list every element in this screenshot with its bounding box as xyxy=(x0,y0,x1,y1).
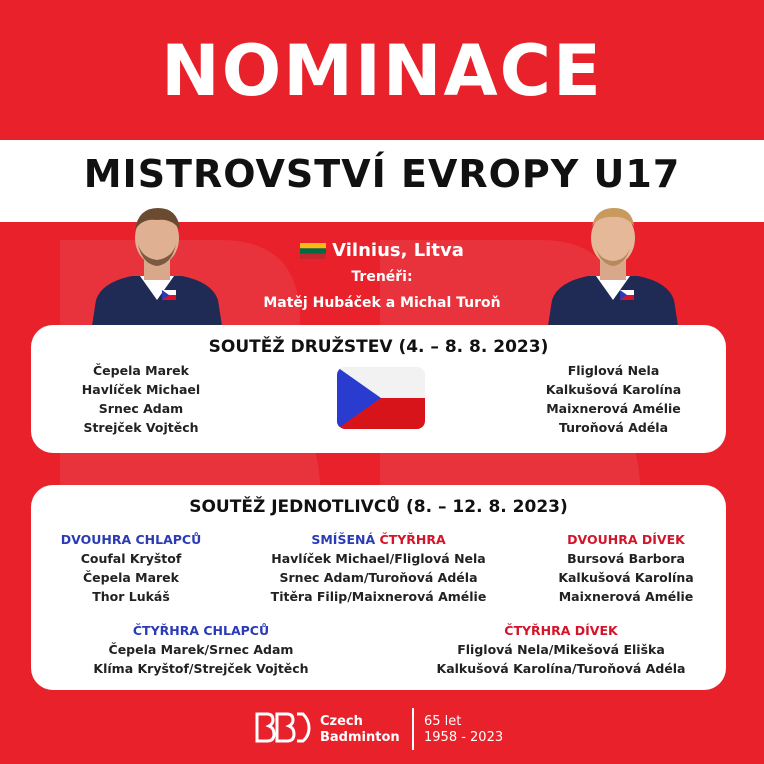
list-item: Čepela Marek/Srnec Adam xyxy=(108,642,294,657)
list-item: Fliglová Nela xyxy=(567,363,660,378)
coach-photo-right xyxy=(548,200,678,326)
coaches-names: Matěj Hubáček a Michal Turoň xyxy=(263,295,501,311)
list-item: Strejček Vojtěch xyxy=(83,420,199,435)
girls-singles-section xyxy=(546,530,706,606)
event-subtitle: MISTROVSTVÍ EVROPY U17 xyxy=(83,152,681,196)
list-item: Čepela Marek xyxy=(93,363,189,378)
individual-competition-title: SOUTĚŽ JEDNOTLIVCŮ (8. – 12. 8. 2023) xyxy=(189,497,568,517)
boys-doubles-label: ČTYŘHRA CHLAPCŮ xyxy=(132,623,270,638)
list-item: Čepela Marek xyxy=(83,570,179,585)
boys-doubles-section xyxy=(76,621,326,678)
boys-singles-label: DVOUHRA CHLAPCŮ xyxy=(60,532,202,547)
list-item: Kalkušová Karolína xyxy=(545,382,682,397)
anniversary-line-2: 1958 - 2023 xyxy=(424,730,504,745)
location-row xyxy=(230,240,534,261)
list-item: Maixnerová Amélie xyxy=(558,589,694,604)
list-item: Thor Lukáš xyxy=(92,589,170,604)
coaches-label: Trenéři: xyxy=(351,269,413,285)
czech-badminton-logo-icon xyxy=(253,708,311,748)
list-item: Klíma Kryštof/Strejček Vojtěch xyxy=(93,661,309,676)
lithuania-flag-icon xyxy=(300,243,326,259)
brand-name xyxy=(320,714,400,746)
anniversary-line-1: 65 let xyxy=(424,714,462,729)
list-item: Srnec Adam/Turoňová Adéla xyxy=(279,570,478,585)
list-item: Kalkušová Karolína xyxy=(558,570,694,585)
list-item: Turoňová Adéla xyxy=(558,420,669,435)
individual-competition-card xyxy=(31,485,726,690)
boys-singles-section xyxy=(51,530,211,606)
list-item: Fliglová Nela/Mikešová Eliška xyxy=(457,642,665,657)
list-item: Titěra Filip/Maixnerová Amélie xyxy=(270,589,487,604)
mixed-doubles-section xyxy=(256,530,501,606)
coach-photo-left xyxy=(92,200,222,326)
list-item: Maixnerová Amélie xyxy=(546,401,681,416)
list-item: Havlíček Michael/Fliglová Nela xyxy=(271,551,486,566)
mixed-doubles-label xyxy=(256,530,501,549)
mixed-doubles-label-part1: SMÍŠENÁ xyxy=(311,532,376,547)
list-item: Bursová Barbora xyxy=(567,551,685,566)
team-competition-card xyxy=(31,325,726,453)
team-girls-list xyxy=(531,361,696,437)
czech-flag-icon xyxy=(337,367,425,429)
footer xyxy=(0,700,764,764)
event-info xyxy=(230,240,534,311)
mixed-doubles-label-part2: ČTYŘHRA xyxy=(379,532,446,547)
list-item: Srnec Adam xyxy=(98,401,184,416)
anniversary-text xyxy=(424,714,503,746)
girls-doubles-section xyxy=(421,621,701,678)
girls-singles-label: DVOUHRA DÍVEK xyxy=(567,532,685,547)
brand-line-2: Badminton xyxy=(320,730,400,745)
list-item: Kalkušová Karolína/Turoňová Adéla xyxy=(436,661,686,676)
footer-divider xyxy=(412,708,414,750)
page-title: NOMINACE xyxy=(161,30,603,112)
girls-doubles-label: ČTYŘHRA DÍVEK xyxy=(504,623,618,638)
list-item: Havlíček Michael xyxy=(81,382,201,397)
brand-line-1: Czech xyxy=(320,714,363,729)
team-competition-title: SOUTĚŽ DRUŽSTEV (4. – 8. 8. 2023) xyxy=(208,337,549,357)
team-boys-list xyxy=(71,361,211,437)
location-text: Vilnius, Litva xyxy=(332,240,464,261)
list-item: Coufal Kryštof xyxy=(80,551,182,566)
